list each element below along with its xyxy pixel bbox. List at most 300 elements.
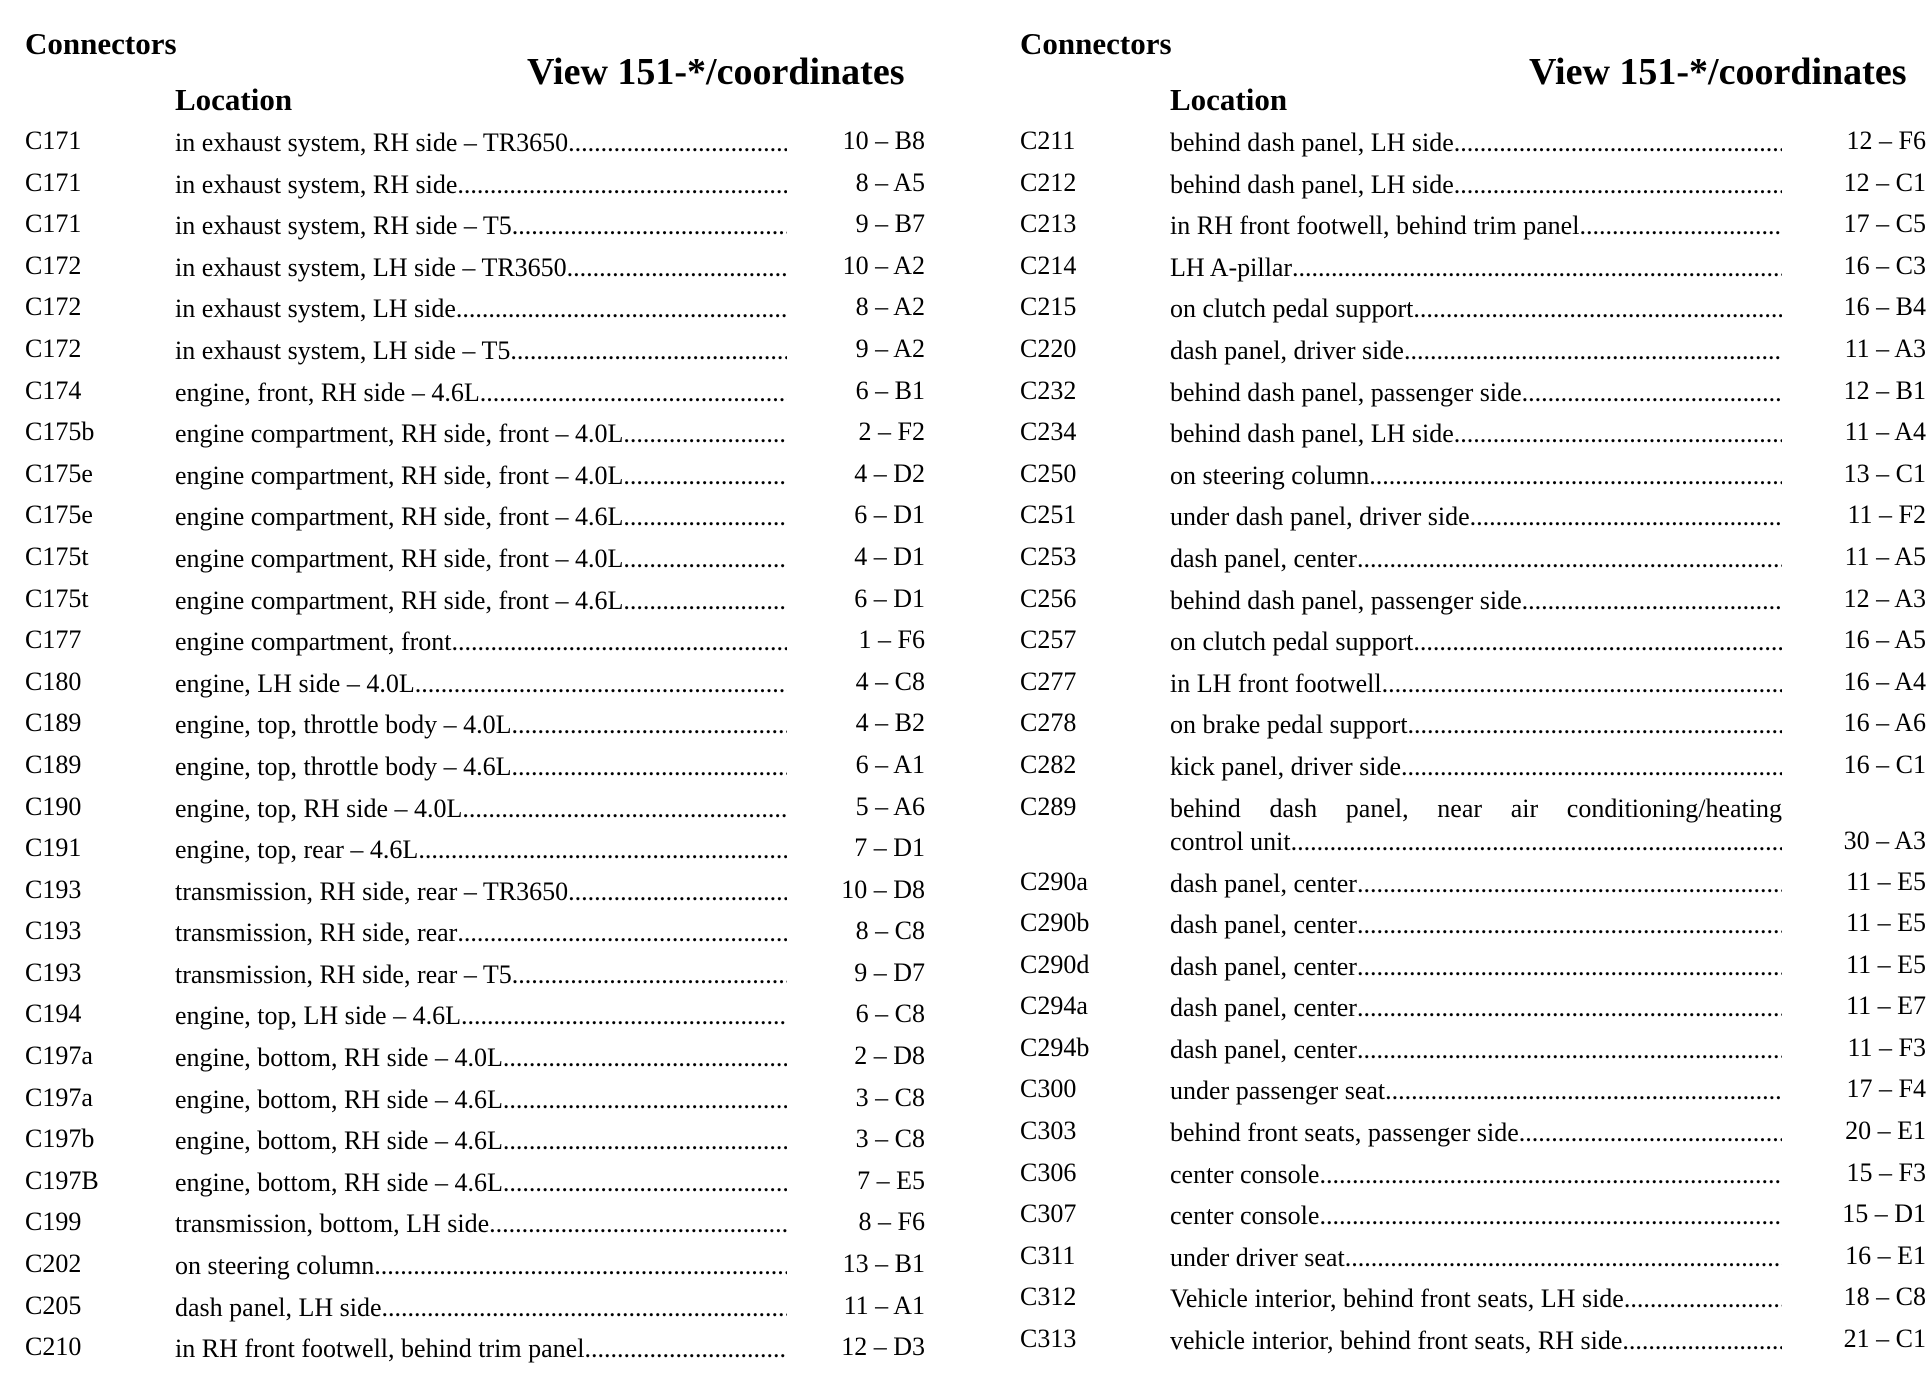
location-text: center console — [1170, 1201, 1320, 1231]
view-coordinate: 8 – A5 — [855, 167, 925, 197]
view-coordinate: 10 – B8 — [842, 126, 925, 155]
location-cell — [1170, 168, 1782, 201]
table-row — [25, 455, 925, 497]
dot-leader — [512, 209, 787, 242]
location-cell — [175, 1041, 787, 1074]
view-coordinate: 9 – A2 — [855, 333, 925, 363]
connector-id: C172 — [25, 333, 82, 363]
connector-id: C250 — [1020, 458, 1077, 488]
table-row — [1020, 946, 1926, 988]
view-coordinate: 6 – D1 — [854, 500, 925, 530]
connector-id: C190 — [25, 791, 82, 821]
connector-id: C199 — [25, 1207, 82, 1237]
connector-id: C202 — [25, 1249, 82, 1279]
view-coordinate: 11 – E5 — [1846, 949, 1926, 979]
location-cell — [175, 126, 787, 159]
table-row — [25, 247, 925, 289]
view-coordinate: 17 – C5 — [1843, 209, 1926, 239]
table-row — [1020, 704, 1926, 746]
table-row — [1020, 1070, 1926, 1112]
location-cell — [1170, 1033, 1782, 1066]
view-coordinate: 30 – A3 — [1843, 825, 1926, 855]
location-cell — [1170, 708, 1782, 741]
connectors-heading: Connectors — [1020, 26, 1172, 61]
location-text: behind dash panel, LH side — [1170, 419, 1454, 449]
dot-leader — [1413, 292, 1782, 325]
table-row — [25, 829, 925, 871]
location-cell — [1170, 126, 1782, 159]
dot-leader — [623, 459, 787, 492]
location-text: dash panel, center — [1170, 951, 1357, 981]
table-row — [25, 1203, 925, 1245]
connector-id: C311 — [1020, 1240, 1076, 1270]
connector-id: C313 — [1020, 1324, 1077, 1354]
view-coordinate: 16 – A6 — [1843, 708, 1926, 738]
location-text: engine compartment, RH side, front – 4.0L — [175, 460, 624, 490]
location-text: behind dash panel, LH side — [1170, 169, 1454, 199]
dot-leader — [1413, 625, 1782, 658]
location-text: transmission, RH side, rear – TR3650 — [175, 876, 569, 906]
connector-id: C232 — [1020, 375, 1077, 405]
view-coordinate: 11 – E5 — [1846, 866, 1926, 896]
table-row — [1020, 580, 1926, 622]
table-row — [1020, 164, 1926, 206]
view-coordinate: 4 – D2 — [854, 458, 925, 488]
location-text: engine, top, LH side – 4.6L — [175, 1001, 461, 1031]
table-row — [1020, 413, 1926, 455]
location-text: behind dash panel, near air conditioning/heating — [1170, 793, 1782, 823]
location-cell — [175, 1207, 787, 1240]
dot-leader — [503, 1083, 787, 1116]
table-row — [25, 1287, 925, 1329]
table-row — [25, 912, 925, 954]
view-coordinate: 16 – E1 — [1845, 1240, 1926, 1270]
view-coordinate: 2 – F2 — [858, 417, 925, 447]
table-row — [25, 871, 925, 913]
location-cell — [175, 916, 787, 949]
location-text: transmission, RH side, rear — [175, 918, 458, 948]
location-text: control unit — [1170, 826, 1291, 856]
view-coordinate: 13 – B1 — [842, 1249, 925, 1279]
connector-id: C306 — [1020, 1157, 1077, 1187]
view-coordinate: 6 – A1 — [855, 749, 925, 779]
location-text: in exhaust system, LH side – TR3650 — [175, 252, 567, 282]
location-cell — [175, 376, 787, 409]
location-text: under driver seat — [1170, 1242, 1345, 1272]
location-text: engine, top, throttle body – 4.0L — [175, 710, 512, 740]
dot-leader — [1345, 1241, 1782, 1274]
view-coordinate: 4 – C8 — [855, 666, 925, 696]
location-text: under dash panel, driver side — [1170, 502, 1470, 532]
connector-id: C175t — [25, 583, 89, 613]
location-cell — [175, 708, 787, 741]
view-coordinate: 5 – A6 — [855, 791, 925, 821]
location-text: behind front seats, passenger side — [1170, 1118, 1519, 1148]
table-row — [25, 1037, 925, 1079]
connector-id: C282 — [1020, 749, 1077, 779]
location-text: in exhaust system, LH side — [175, 294, 456, 324]
dot-leader — [382, 1291, 787, 1324]
location-cell — [1170, 908, 1782, 941]
location-cell — [1170, 459, 1782, 492]
view-coordinate: 6 – B1 — [855, 375, 925, 405]
table-row — [1020, 904, 1926, 946]
connector-id: C290a — [1020, 866, 1088, 896]
view-coordinate: 15 – D1 — [1842, 1199, 1926, 1229]
location-cell — [175, 875, 787, 908]
location-text: in exhaust system, RH side – T5 — [175, 211, 512, 241]
location-text: engine, bottom, RH side – 4.6L — [175, 1167, 503, 1197]
location-cell — [175, 1124, 787, 1157]
dot-leader — [1357, 950, 1782, 983]
location-text: dash panel, center — [1170, 543, 1357, 573]
connector-id: C189 — [25, 708, 82, 738]
location-text: engine, front, RH side – 4.6L — [175, 377, 480, 407]
location-cell — [175, 459, 787, 492]
table-row — [25, 413, 925, 455]
location-text: vehicle interior, behind front seats, RH side — [1170, 1326, 1623, 1356]
dot-leader — [1357, 867, 1782, 900]
connector-id: C290b — [1020, 908, 1090, 938]
view-coordinate: 12 – B1 — [1843, 375, 1926, 405]
table-row — [25, 330, 925, 372]
connector-id: C193 — [25, 957, 82, 987]
connector-id: C290d — [1020, 949, 1090, 979]
location-text: in RH front footwell, behind trim panel — [175, 1334, 585, 1364]
location-text: engine, top, throttle body – 4.6L — [175, 751, 512, 781]
location-cell — [1170, 251, 1782, 284]
dot-leader — [623, 417, 787, 450]
table-row — [1020, 1029, 1926, 1071]
dot-leader — [568, 875, 787, 908]
connector-table-right — [1020, 122, 1926, 1362]
table-row — [1020, 621, 1926, 663]
dot-leader — [1382, 667, 1782, 700]
connector-id: C171 — [25, 167, 82, 197]
table-row — [1020, 1195, 1926, 1237]
dot-leader — [1357, 1033, 1782, 1066]
table-row — [25, 496, 925, 538]
dot-leader — [1357, 908, 1782, 941]
location-text: in exhaust system, RH side – TR3650 — [175, 128, 569, 157]
view-coordinate: 16 – B4 — [1843, 292, 1926, 322]
connector-id: C180 — [25, 666, 82, 696]
location-cell — [175, 1332, 787, 1365]
location-text: engine, bottom, RH side – 4.6L — [175, 1084, 503, 1114]
view-coordinate: 11 – A5 — [1844, 541, 1926, 571]
location-cell — [175, 999, 787, 1032]
connector-id: C175e — [25, 500, 93, 530]
location-cell — [175, 625, 787, 658]
view-coordinate: 11 – A1 — [843, 1290, 925, 1320]
location-cell — [1170, 950, 1782, 983]
dot-leader — [1404, 334, 1782, 367]
dot-leader — [503, 1041, 787, 1074]
dot-leader — [567, 251, 787, 284]
dot-leader — [1401, 750, 1782, 783]
view-coordinate: 12 – D3 — [841, 1332, 925, 1362]
connector-id: C212 — [1020, 167, 1077, 197]
table-row — [1020, 372, 1926, 414]
connectors-heading: Connectors — [25, 26, 177, 61]
location-text: on steering column — [1170, 460, 1370, 490]
dot-leader — [1454, 168, 1782, 201]
location-text: behind dash panel, passenger side — [1170, 585, 1522, 615]
connector-id: C193 — [25, 874, 82, 904]
connector-id: C294b — [1020, 1032, 1090, 1062]
location-text: dash panel, center — [1170, 910, 1357, 940]
dot-leader — [1369, 459, 1782, 492]
location-cell — [1170, 867, 1782, 900]
location-cell — [1170, 1199, 1782, 1232]
location-cell — [175, 292, 787, 325]
location-cell — [175, 1083, 787, 1116]
connector-id: C175b — [25, 417, 95, 447]
dot-leader — [374, 1249, 787, 1282]
connector-id: C256 — [1020, 583, 1077, 613]
table-row — [25, 788, 925, 830]
location-cell — [1170, 1324, 1782, 1357]
dot-leader — [457, 916, 787, 949]
view-coordinate: 12 – F6 — [1846, 126, 1926, 155]
location-text: engine, LH side – 4.0L — [175, 668, 415, 698]
table-row — [25, 538, 925, 580]
connector-id: C171 — [25, 126, 82, 155]
location-cell — [175, 833, 787, 866]
location-text: engine, top, rear – 4.6L — [175, 835, 419, 865]
connector-id: C277 — [1020, 666, 1077, 696]
view-coordinate: 9 – B7 — [855, 209, 925, 239]
connector-id: C234 — [1020, 417, 1077, 447]
connector-id: C300 — [1020, 1074, 1077, 1104]
view-coordinate: 17 – F4 — [1846, 1074, 1926, 1104]
dot-leader — [462, 792, 787, 825]
connector-id: C197a — [25, 1082, 93, 1112]
table-row — [1020, 788, 1926, 863]
table-row — [1020, 330, 1926, 372]
table-row — [25, 954, 925, 996]
connector-id: C175t — [25, 541, 89, 571]
connector-id: C171 — [25, 209, 82, 239]
location-text: engine, bottom, RH side – 4.0L — [175, 1043, 503, 1073]
dot-leader — [503, 1124, 787, 1157]
connector-id: C214 — [1020, 250, 1077, 280]
dot-leader — [1357, 991, 1782, 1024]
table-row — [25, 1245, 925, 1287]
view-coordinate: 9 – D7 — [854, 957, 925, 987]
location-cell — [175, 1291, 787, 1324]
location-text: engine compartment, RH side, front – 4.6L — [175, 502, 624, 532]
table-row — [1020, 288, 1926, 330]
location-heading: Location — [175, 82, 293, 117]
view-coordinate: 4 – D1 — [854, 541, 925, 571]
location-text: on steering column — [175, 1251, 375, 1281]
dot-leader — [623, 584, 787, 617]
connector-id: C289 — [1020, 791, 1077, 821]
dot-leader — [1522, 584, 1782, 617]
location-cell — [1170, 376, 1782, 409]
location-text: transmission, bottom, LH side — [175, 1209, 490, 1239]
view-coordinate: 11 – F3 — [1847, 1032, 1926, 1062]
connector-id: C294a — [1020, 991, 1088, 1021]
connector-id: C194 — [25, 999, 82, 1029]
view-coordinate: 10 – A2 — [842, 250, 925, 280]
connector-id: C205 — [25, 1290, 82, 1320]
dot-leader — [1291, 825, 1782, 858]
table-row — [1020, 863, 1926, 905]
table-row — [25, 288, 925, 330]
connector-id: C253 — [1020, 541, 1077, 571]
view-coordinate: 10 – D8 — [841, 874, 925, 904]
location-text: kick panel, driver side — [1170, 751, 1402, 781]
view-coordinate: 15 – F3 — [1846, 1157, 1926, 1187]
location-cell — [1170, 667, 1782, 700]
location-cell — [175, 542, 787, 575]
location-text: under passenger seat — [1170, 1076, 1386, 1106]
table-row — [25, 122, 925, 164]
location-cell — [1170, 292, 1782, 325]
location-cell — [175, 958, 787, 991]
location-text: dash panel, driver side — [1170, 335, 1404, 365]
table-row — [25, 995, 925, 1037]
location-cell — [175, 209, 787, 242]
dot-leader — [512, 708, 787, 741]
dot-leader — [1408, 708, 1782, 741]
connector-id: C210 — [25, 1332, 82, 1362]
location-cell — [1170, 500, 1782, 533]
table-row — [1020, 1237, 1926, 1279]
view-coordinate: 11 – A3 — [1844, 333, 1926, 363]
location-cell — [175, 750, 787, 783]
connector-id: C215 — [1020, 292, 1077, 322]
connector-id: C303 — [1020, 1116, 1077, 1146]
location-cell — [175, 251, 787, 284]
location-cell — [1170, 625, 1782, 658]
view-coordinate: 13 – C1 — [1843, 458, 1926, 488]
location-cell — [175, 334, 787, 367]
location-cell — [175, 417, 787, 450]
connector-id: C211 — [1020, 126, 1076, 155]
location-text: behind dash panel, LH side — [1170, 128, 1454, 157]
location-cell — [1170, 334, 1782, 367]
location-text: center console — [1170, 1159, 1320, 1189]
view-coordinate: 3 – C8 — [855, 1124, 925, 1154]
location-cell — [1170, 1282, 1782, 1315]
dot-leader — [1292, 251, 1782, 284]
dot-leader — [503, 1166, 787, 1199]
view-coordinate: 16 – C3 — [1843, 250, 1926, 280]
location-text: engine, bottom, RH side – 4.6L — [175, 1126, 503, 1156]
location-text: engine compartment, RH side, front – 4.0L — [175, 543, 624, 573]
connector-id: C197B — [25, 1165, 99, 1195]
view-coordinate: 6 – C8 — [855, 999, 925, 1029]
view-coordinate: 8 – F6 — [858, 1207, 925, 1237]
connector-id: C307 — [1020, 1199, 1077, 1229]
location-text: dash panel, LH side — [175, 1292, 382, 1322]
view-coordinate: 21 – C1 — [1843, 1324, 1926, 1354]
view-coordinate: 16 – A5 — [1843, 625, 1926, 655]
location-cell — [175, 667, 787, 700]
connector-id: C278 — [1020, 708, 1077, 738]
connector-id: C177 — [25, 625, 82, 655]
view-coordinate: 7 – D1 — [854, 833, 925, 863]
view-coordinate: 1 – F6 — [858, 625, 925, 655]
location-cell — [1170, 417, 1782, 450]
table-row — [25, 663, 925, 705]
dot-leader — [1470, 500, 1782, 533]
dot-leader — [510, 334, 787, 367]
location-cell — [1170, 792, 1782, 858]
location-cell — [175, 168, 787, 201]
dot-leader — [584, 1332, 787, 1365]
dot-leader — [457, 168, 787, 201]
connector-id: C175e — [25, 458, 93, 488]
dot-leader — [512, 750, 787, 783]
dot-leader — [480, 376, 787, 409]
table-row — [25, 704, 925, 746]
connector-id: C257 — [1020, 625, 1077, 655]
table-row — [1020, 1154, 1926, 1196]
location-cell — [175, 1166, 787, 1199]
view-coordinates-heading: View 151-*/coordinates — [1529, 51, 1907, 93]
view-coordinate: 12 – A3 — [1843, 583, 1926, 613]
table-row — [1020, 1278, 1926, 1320]
table-row — [25, 372, 925, 414]
connector-id: C172 — [25, 292, 82, 322]
dot-leader — [1357, 542, 1782, 575]
table-row — [1020, 205, 1926, 247]
location-text: engine compartment, RH side, front – 4.6L — [175, 585, 624, 615]
dot-leader — [1579, 209, 1782, 242]
dot-leader — [418, 833, 787, 866]
connector-id: C189 — [25, 749, 82, 779]
location-text: in exhaust system, RH side — [175, 169, 458, 199]
view-coordinate: 18 – C8 — [1843, 1282, 1926, 1312]
connector-id: C197a — [25, 1041, 93, 1071]
connector-id: C172 — [25, 250, 82, 280]
view-coordinate: 12 – C1 — [1843, 167, 1926, 197]
view-coordinate: 2 – D8 — [854, 1041, 925, 1071]
table-row — [1020, 987, 1926, 1029]
dot-leader — [415, 667, 787, 700]
location-text: on clutch pedal support — [1170, 294, 1414, 324]
location-cell — [1170, 542, 1782, 575]
location-cell — [175, 792, 787, 825]
table-row — [1020, 455, 1926, 497]
table-row — [1020, 122, 1926, 164]
dot-leader — [1624, 1282, 1782, 1315]
connector-id: C174 — [25, 375, 82, 405]
view-coordinate: 7 – E5 — [857, 1165, 925, 1195]
table-row — [25, 1079, 925, 1121]
location-cell — [1170, 209, 1782, 242]
location-text: in exhaust system, LH side – T5 — [175, 335, 511, 365]
connector-table-left — [25, 122, 925, 1370]
view-coordinates-heading: View 151-*/coordinates — [527, 51, 905, 93]
location-text: on brake pedal support — [1170, 710, 1408, 740]
location-text: dash panel, center — [1170, 993, 1357, 1023]
view-coordinate: 11 – A4 — [1844, 417, 1926, 447]
view-coordinate: 11 – E5 — [1846, 908, 1926, 938]
connector-id: C312 — [1020, 1282, 1077, 1312]
dot-leader — [1522, 376, 1782, 409]
location-cell — [1170, 1116, 1782, 1149]
location-heading: Location — [1170, 82, 1288, 117]
table-row — [1020, 247, 1926, 289]
dot-leader — [452, 625, 787, 658]
dot-leader — [1319, 1158, 1782, 1191]
location-text: in LH front footwell — [1170, 668, 1382, 698]
